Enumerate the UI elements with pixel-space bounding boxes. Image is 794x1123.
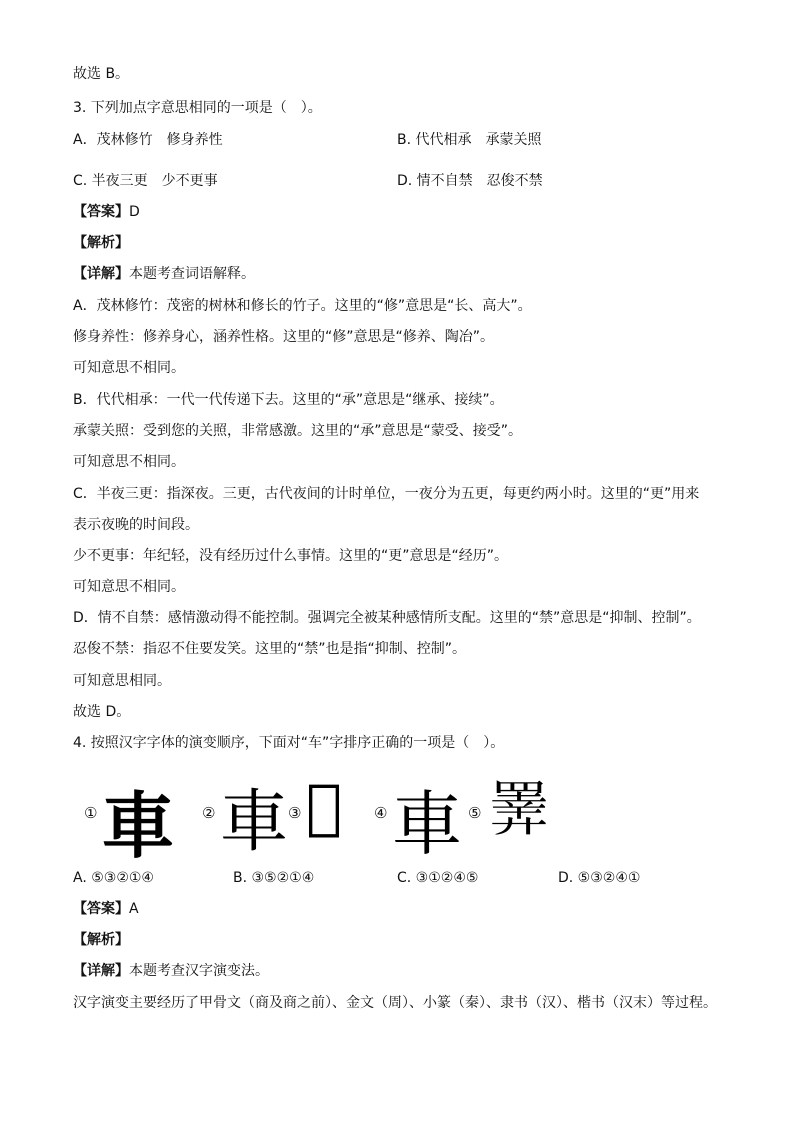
figure-glyph-1: 車 — [102, 783, 175, 868]
analysis-3: 【解析】 — [73, 235, 129, 251]
figure-label-4: ④ — [374, 804, 388, 822]
q4-option-c: C. ③①②④⑤ — [397, 870, 479, 886]
answer-tag: 【答案】 — [73, 204, 129, 220]
question-3: 3. 下列加点字意思相同的一项是（ ）。 — [73, 100, 322, 116]
q3-option-b: B. 代代相承 承蒙关照 — [397, 132, 542, 148]
text-line: A．茂林修竹：茂密的树林和修长的竹子。这里的“修”意思是“长、高大”。 — [73, 298, 532, 314]
text-line: B．代代相承：一代一代传递下去。这里的“承”意思是“继承、接续”。 — [73, 392, 504, 408]
text-line: 可知意思不相同。 — [73, 454, 185, 470]
text-line: 忍俊不禁：指忍不住要发笑。这里的“禁”也是指“抑制、控制”。 — [73, 641, 467, 657]
answer-4 — [73, 899, 139, 919]
answer-value: D — [129, 204, 140, 220]
figure-label-3: ③ — [288, 804, 302, 822]
text-line: 可知意思不相同。 — [73, 579, 185, 595]
figure-glyph-4: 車 — [392, 783, 462, 865]
detail-text: 本题考查词语解释。 — [129, 266, 255, 282]
text-line: 承蒙关照：受到您的关照，非常感激。这里的“承”意思是“蒙受、接受”。 — [73, 423, 523, 439]
answer-3 — [73, 202, 140, 222]
text-line: D．情不自禁：感情激动得不能控制。强调完全被某种感情所支配。这里的“禁”意思是“抑制、控制”。 — [73, 610, 701, 626]
q4-option-b: B. ③⑤②①④ — [233, 870, 315, 886]
answer-tag: 【答案】 — [73, 901, 129, 917]
detail-4 — [73, 961, 269, 981]
q3-option-c: C. 半夜三更 少不更事 — [73, 173, 218, 189]
detail-tag: 【详解】 — [73, 963, 129, 979]
detail-tag: 【详解】 — [73, 266, 129, 282]
text-line: 故选 B。 — [73, 66, 130, 82]
q3-option-d: D. 情不自禁 忍俊不禁 — [397, 173, 543, 189]
q3-option-a: A．茂林修竹 修身养性 — [73, 132, 223, 148]
question-4: 4. 按照汉字字体的演变顺序，下面对“车”字排序正确的一项是（ ）。 — [73, 735, 505, 751]
answer-value: A — [129, 901, 139, 917]
text-line: 故选 D。 — [73, 704, 131, 720]
text-line: 修身养性：修养身心，涵养性格。这里的“修”意思是“修养、陶冶”。 — [73, 329, 495, 345]
q4-option-a: A. ⑤③②①④ — [73, 870, 154, 886]
figure-label-5: ⑤ — [468, 804, 482, 822]
text-line: 表示夜晚的时间段。 — [73, 517, 199, 533]
text-line: 可知意思不相同。 — [73, 360, 185, 376]
analysis-4: 【解析】 — [73, 932, 129, 948]
figure-glyph-5: 𢍰 — [488, 773, 551, 846]
text-line: 少不更事：年纪轻，没有经历过什么事情。这里的“更”意思是“经历”。 — [73, 548, 509, 564]
text-line: 汉字演变主要经历了甲骨文（商及商之前）、金文（周）、小篆（秦）、隶书（汉）、楷书（汉末）等过程。 — [73, 995, 717, 1011]
character-figure — [84, 764, 604, 868]
text-line: 可知意思相同。 — [73, 673, 171, 689]
figure-glyph-3: 𨐋 — [306, 772, 343, 842]
figure-label-1: ① — [84, 804, 98, 822]
detail-3 — [73, 264, 255, 284]
figure-label-2: ② — [202, 804, 216, 822]
figure-glyph-2: 車 — [220, 783, 289, 862]
q4-option-d: D. ⑤③②④① — [558, 870, 641, 886]
text-line: C．半夜三更：指深夜。三更，古代夜间的计时单位，一夜分为五更，每更约两小时。这里的“更”用来 — [73, 486, 700, 502]
detail-text: 本题考查汉字演变法。 — [129, 963, 269, 979]
